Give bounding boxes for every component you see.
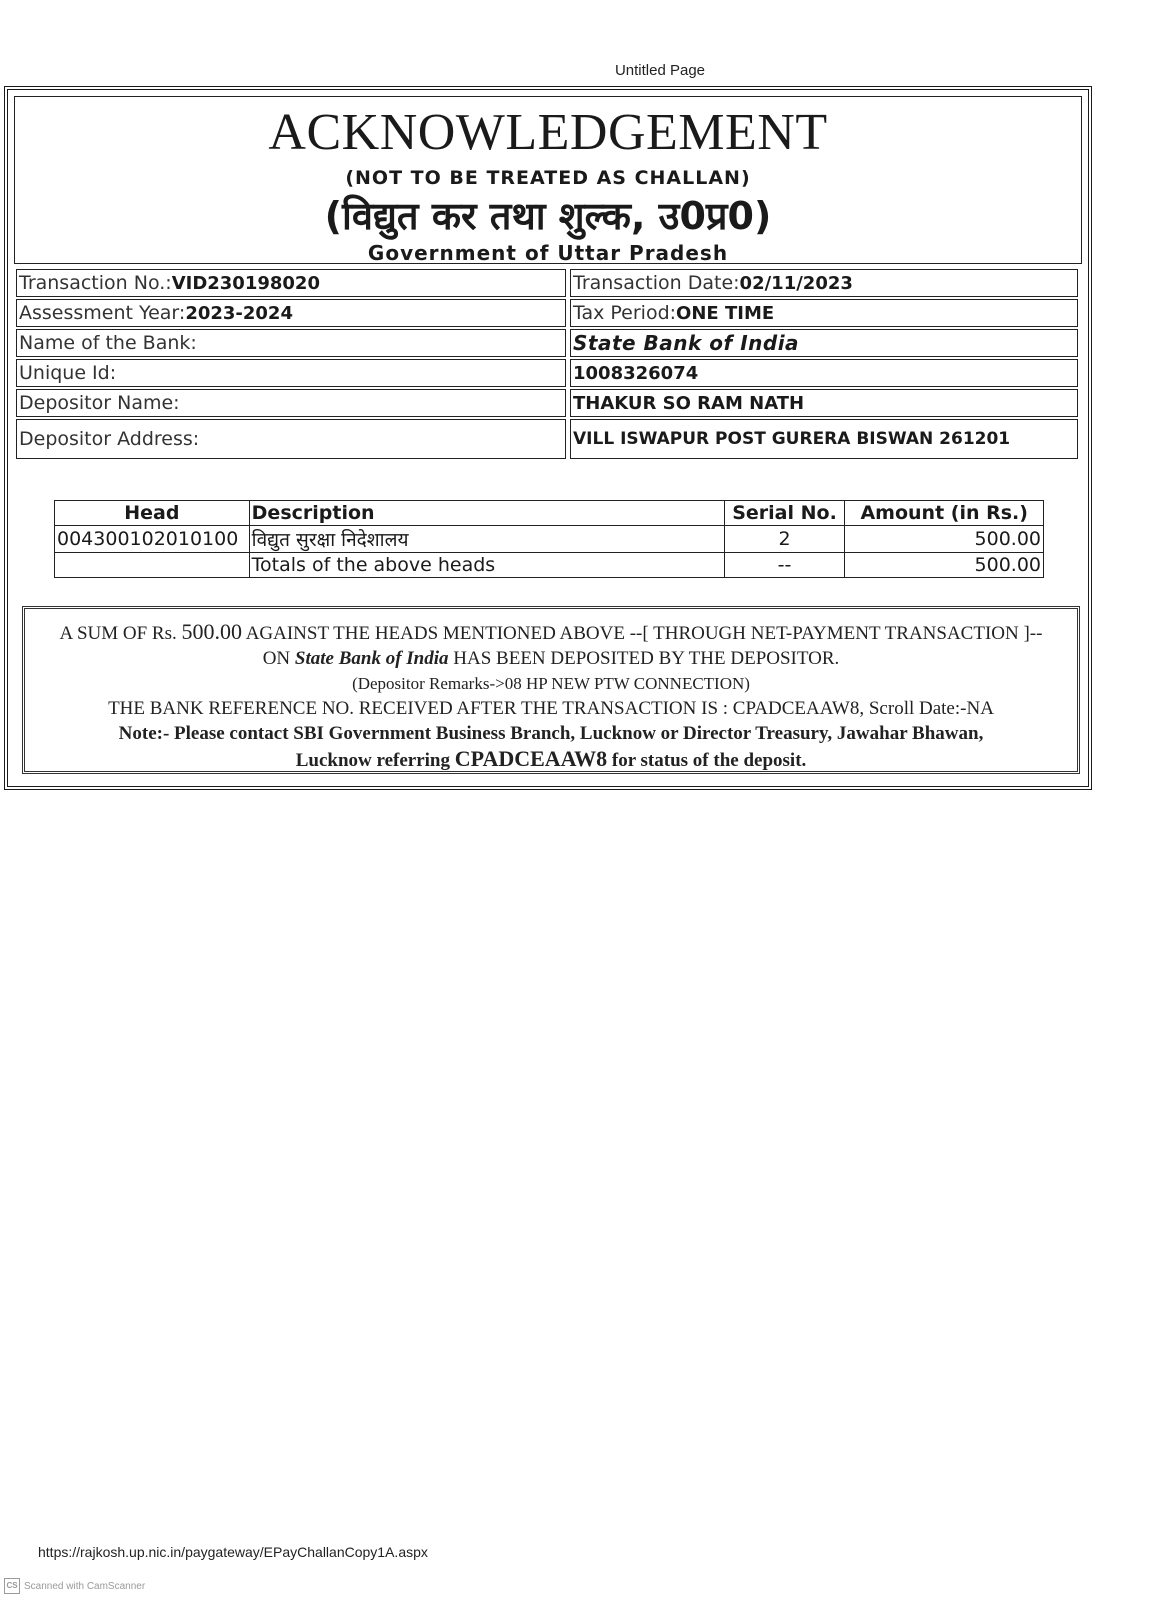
depositor-name-value: THAKUR SO RAM NATH [573,392,805,414]
info-row [14,328,1082,358]
table-row [55,526,1044,553]
info-row [14,298,1082,328]
unique-id-label: Unique Id: [19,362,117,384]
transaction-no-label: Transaction No.: [19,272,172,294]
total-serial-cell: -- [724,553,845,578]
page-header: Untitled Page [614,62,706,79]
note-line [25,646,1077,671]
tax-period-label: Tax Period: [573,302,677,324]
deposit-note-box [22,606,1080,774]
note-line [25,746,1077,773]
document-title: ACKNOWLEDGEMENT [268,104,828,161]
head-cell [55,553,250,578]
note-bank-reference: THE BANK REFERENCE NO. RECEIVED AFTER THE TRANSACTION IS : CPADCEAAW8, Scroll Date:-NA [108,698,994,719]
note-referring-prefix: Lucknow referring [295,750,450,771]
heads-table [54,500,1044,578]
depositor-name-label: Depositor Name: [19,392,180,414]
note-sum-prefix: A SUM OF Rs. [59,623,177,644]
description-column-header: Description [249,501,724,526]
note-bank-name: State Bank of India [294,648,449,669]
note-status-suffix: for status of the deposit. [611,750,807,771]
note-deposited-suffix: HAS BEEN DEPOSITED BY THE DEPOSITOR. [453,648,840,669]
bank-label-cell [16,329,566,357]
transaction-no-cell [16,269,566,297]
depositor-address-label-cell [16,419,566,459]
transaction-no-value: VID230198020 [171,272,320,294]
info-row [14,268,1082,298]
government-name: Government of Uttar Pradesh [367,241,729,265]
unique-id-value: 1008326074 [573,362,699,384]
depositor-name-label-cell [16,389,566,417]
transaction-date-value: 02/11/2023 [739,272,853,294]
note-line [25,619,1077,646]
assessment-year-cell [16,299,566,327]
transaction-info-grid [14,268,1082,460]
amount-column-header: Amount (in Rs.) [845,501,1044,526]
amount-cell: 500.00 [845,526,1044,553]
note-on-prefix: ON [262,648,291,669]
info-row [14,388,1082,418]
bank-value: State Bank of India [573,331,800,355]
info-row [14,418,1082,460]
bank-label: Name of the Bank: [19,332,197,354]
footer-url: https://rajkosh.up.nic.in/paygateway/EPayChallanCopy1A.aspx [38,1544,428,1560]
unique-id-value-cell [570,359,1078,387]
acknowledgement-document [4,86,1092,790]
note-contact: Note:- Please contact SBI Government Business Branch, Lucknow or Director Treasury, Jawahar Bhawan, [118,723,984,744]
table-total-row [55,553,1044,578]
assessment-year-label: Assessment Year: [19,302,186,324]
document-subtitle: (NOT TO BE TREATED AS CHALLAN) [345,167,751,189]
title-block [14,96,1082,264]
transaction-date-cell [570,269,1078,297]
tax-period-value: ONE TIME [676,302,775,324]
head-column-header: Head [55,501,250,526]
transaction-date-label: Transaction Date: [573,272,740,294]
tax-period-cell [570,299,1078,327]
total-description-cell: Totals of the above heads [249,553,724,578]
scanner-text: Scanned with CamScanner [24,1580,146,1592]
camscanner-logo-icon: CS [4,1578,20,1594]
depositor-name-value-cell [570,389,1078,417]
head-cell: 004300102010100 [55,526,250,553]
note-sum-suffix: AGAINST THE HEADS MENTIONED ABOVE --[ THROUGH NET-PAYMENT TRANSACTION ]-- [245,623,1043,644]
total-amount-cell: 500.00 [845,553,1044,578]
unique-id-label-cell [16,359,566,387]
hindi-title: (विद्युत कर तथा शुल्क, उ0प्र0) [324,194,772,238]
depositor-address-value-cell [570,419,1078,459]
depositor-address-value: VILL ISWAPUR POST GURERA BISWAN 261201 [573,429,1011,449]
info-row [14,358,1082,388]
depositor-address-label: Depositor Address: [19,428,200,450]
scanner-watermark [4,1578,145,1594]
assessment-year-value: 2023-2024 [185,302,293,324]
description-cell: विद्युत सुरक्षा निदेशालय [249,526,724,553]
serial-cell: 2 [724,526,845,553]
note-depositor-remarks: (Depositor Remarks->08 HP NEW PTW CONNECTION) [352,674,750,693]
note-sum-amount: 500.00 [181,619,242,644]
table-header-row [55,501,1044,526]
serial-column-header: Serial No. [724,501,845,526]
bank-value-cell [570,329,1078,357]
note-reference-id: CPADCEAAW8 [454,746,608,771]
